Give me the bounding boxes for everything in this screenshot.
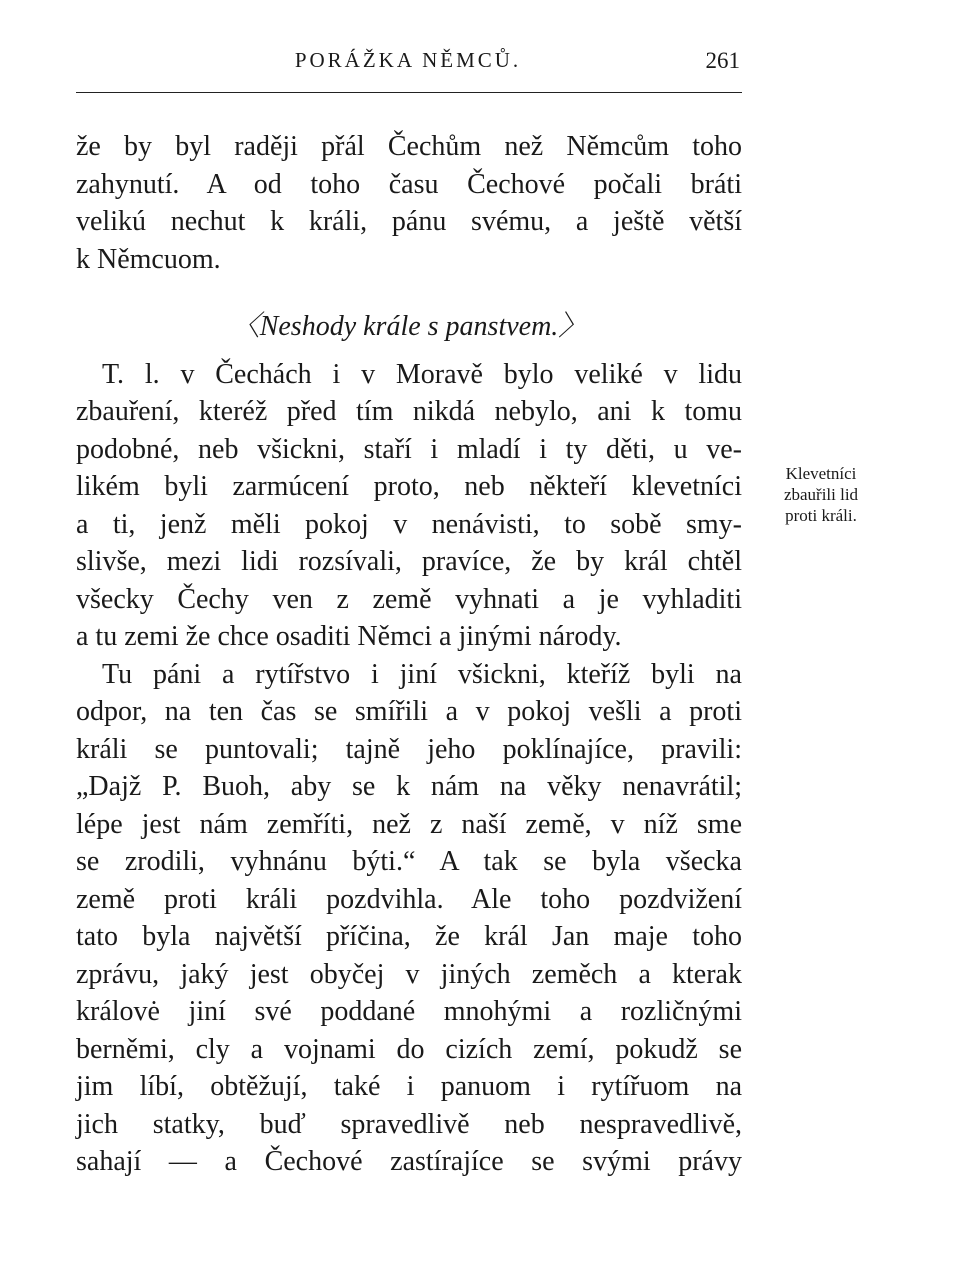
header-rule <box>76 92 742 93</box>
running-title: PORÁŽKA NĚMCŮ. <box>294 48 522 72</box>
text-line: T. l. v Čechách i v Moravě bylo veliké v lidu <box>102 358 742 390</box>
text-line: králi se puntovali; tajně jeho poklínajíce, pravili: <box>76 733 742 765</box>
text-line: královė jiní své poddané mnohými a rozličnými <box>76 996 742 1027</box>
text-line: k Němcuom. <box>76 243 221 275</box>
text-line: slivše, mezi lidi rozsívali, pravíce, že by král chtěl <box>76 546 742 577</box>
text-line: podobné, neb všickni, staří i mladí i ty děti, u ve- <box>76 433 742 465</box>
text-line: likém byli zarmúcení proto, neb někteří klevetníci <box>76 471 742 502</box>
section-heading: 〈Neshody krále s panstvem.〉 <box>231 311 587 342</box>
text-line: odpor, na ten čas se smířili a v pokoj vešli a proti <box>76 696 742 727</box>
text-line: země proti králi pozdvihla. Ale toho pozdvižení <box>76 883 742 915</box>
text-line: „Dajž P. Buoh, aby se k nám na věky nenavrátil; <box>76 771 742 802</box>
marginal-note-line: Klevetníci <box>785 464 857 483</box>
paragraph-3 <box>76 656 742 1181</box>
text-line: jich statky, buď spravedlivě neb nespravedlivě, <box>76 1108 742 1140</box>
text-line: lépe jest nám zemříti, než z naší země, v níž sme <box>76 808 742 840</box>
text-line: zahynutí. A od toho času Čechové počali bráti <box>76 168 742 200</box>
text-line: velikú nechut k králi, pánu svému, a ještě větší <box>76 206 742 237</box>
marginal-note-line: zbauřili lid <box>783 485 859 504</box>
text-line: že by byl raději přál Čechům než Němcům toho <box>76 131 742 162</box>
marginal-note <box>756 463 886 526</box>
text-line: Tu páni a rytířstvo i jiní všickni, kteříž byli na <box>102 658 742 690</box>
text-line: tato byla najvětší příčina, že král Jan maje toho <box>76 921 742 952</box>
paragraph-1 <box>76 128 742 278</box>
text-line: zprávu, jaký jest obyčej v jiných zeměch a kterak <box>76 958 742 990</box>
text-line: zbauření, kteréž před tím nikdá nebylo, ani k tomu <box>76 396 742 427</box>
text-line: se zrodili, vyhnánu býti.“ A tak se byla všecka <box>76 846 742 877</box>
running-head <box>76 44 740 84</box>
marginal-note-line: proti králi. <box>785 506 857 525</box>
page-number: 261 <box>705 48 740 73</box>
text-line: jim líbí, obtěžují, také i panuom i rytířuom na <box>76 1071 742 1102</box>
text-line: všecky Čechy ven z země vyhnati a je vyhladiti <box>76 583 742 615</box>
text-line: berněmi, cly a vojnami do cizích zemí, pokudž se <box>76 1033 742 1065</box>
text-line: a tu zemi že chce osaditi Němci a jinými národy. <box>76 621 622 652</box>
paragraph-2 <box>76 356 742 656</box>
main-text <box>76 128 742 1181</box>
text-line: a ti, jenž měli pokoj v nenávisti, to sobě smy- <box>76 508 742 540</box>
text-line: sahají — a Čechové zastírajíce se svými právy <box>76 1146 742 1177</box>
